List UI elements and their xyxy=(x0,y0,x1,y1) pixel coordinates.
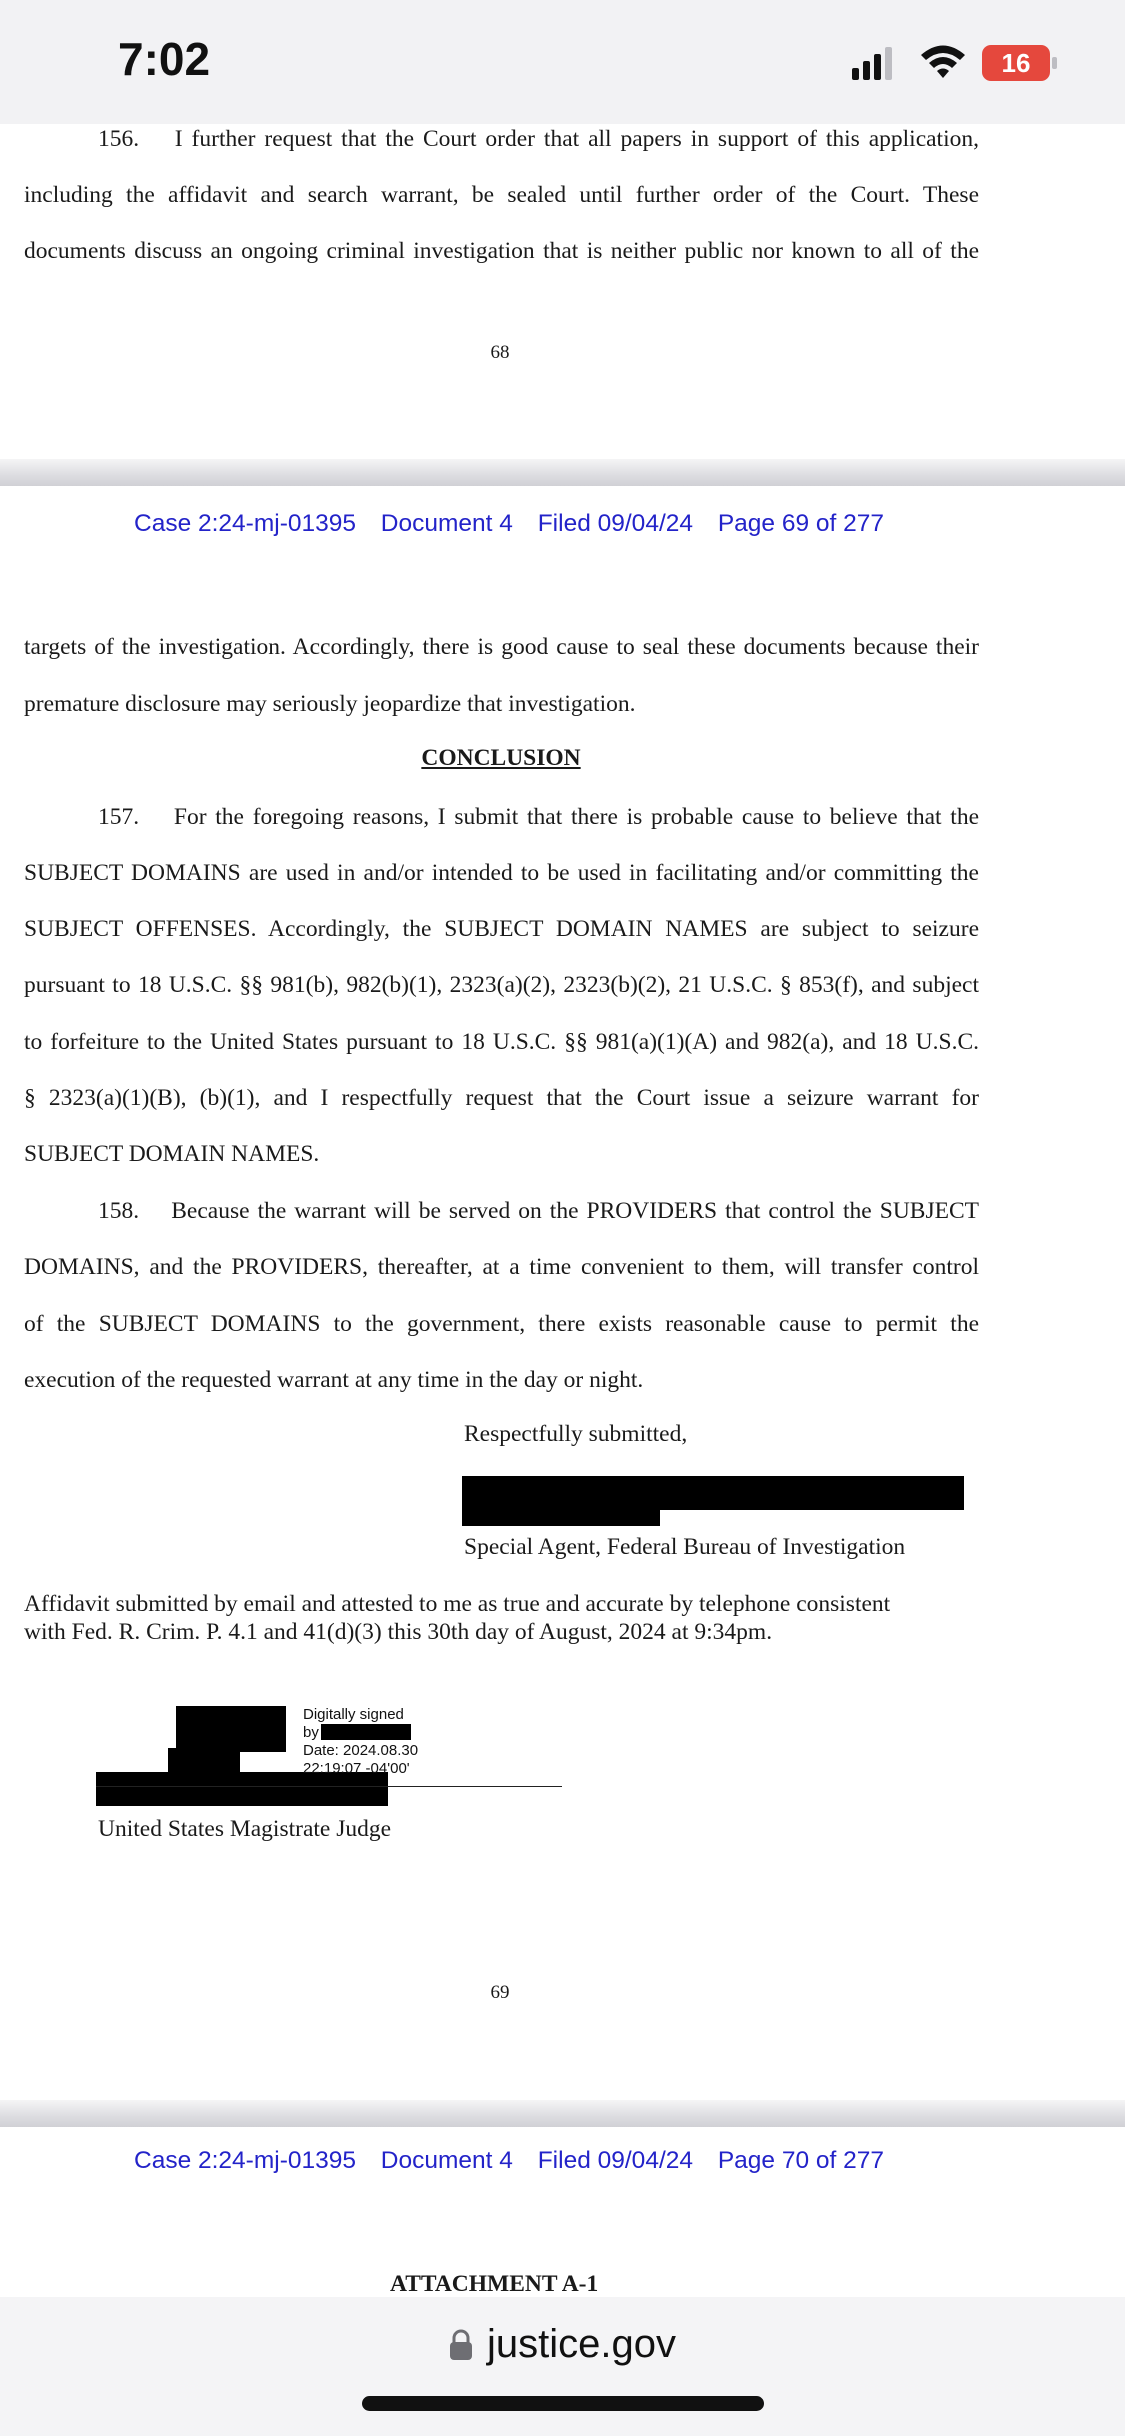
page-separator xyxy=(0,2100,1125,2128)
document-number: Document 4 xyxy=(380,2147,513,2174)
paragraph-157-line: SUBJECT DOMAINS are used in and/or intended to be used in facilitating and/or committing the xyxy=(24,860,979,886)
agent-title: Special Agent, Federal Bureau of Investigation xyxy=(464,1534,906,1560)
paragraph-158-line: of the SUBJECT DOMAINS to the government, there exists reasonable cause to permit the xyxy=(24,1311,979,1337)
paragraph-157-line: 157. For the foregoing reasons, I submit that there is probable cause to believe that the xyxy=(98,804,979,830)
signoff: Respectfully submitted, xyxy=(464,1421,688,1447)
attachment-heading: ATTACHMENT A-1 xyxy=(390,2271,599,2297)
redaction-bar xyxy=(462,1476,964,1510)
paragraph-157-line: SUBJECT OFFENSES. Accordingly, the SUBJECT DOMAIN NAMES are subject to seizure xyxy=(24,916,979,942)
page-count: Page 70 of 277 xyxy=(717,2147,885,2174)
case-header xyxy=(134,510,902,538)
affidavit-line: with Fed. R. Crim. P. 4.1 and 41(d)(3) this 30th day of August, 2024 at 9:34pm. xyxy=(24,1619,773,1645)
paragraph-158-line: execution of the requested warrant at any time in the day or night. xyxy=(24,1367,644,1393)
home-indicator[interactable] xyxy=(362,2396,764,2411)
status-time: 7:02 xyxy=(118,33,211,85)
paragraph-158-line: 158. Because the warrant will be served on the PROVIDERS that control the SUBJECT xyxy=(98,1198,979,1224)
url-text: justice.gov xyxy=(487,2322,676,2366)
paragraph-157-line: § 2323(a)(1)(B), (b)(1), and I respectfully request that the Court issue a seizure warrant for xyxy=(24,1085,979,1111)
paragraph-156-line: including the affidavit and search warrant, be sealed until further order of the Court. These xyxy=(24,182,979,208)
paragraph-157-line: to forfeiture to the United States pursuant to 18 U.S.C. §§ 981(a)(1)(A) and 982(a), and 18 U.S.C. xyxy=(24,1029,979,1055)
page-number: 69 xyxy=(490,1982,510,2003)
address-bar[interactable] xyxy=(0,2322,1125,2367)
affidavit-statement xyxy=(24,1590,890,1646)
paragraph-157-line: SUBJECT DOMAIN NAMES. xyxy=(24,1141,320,1167)
battery-level: 16 xyxy=(1001,48,1031,78)
document-page-68 xyxy=(0,124,1125,459)
redaction-bar xyxy=(321,1724,411,1740)
signature-line xyxy=(96,1786,562,1787)
page-number: 68 xyxy=(490,342,510,363)
status-bar xyxy=(0,0,1125,124)
digital-signature-text: Digitally signed by Date: 2024.08.30 22:19:07 -04'00' xyxy=(303,1706,419,1777)
filed-date: Filed 09/04/24 xyxy=(537,510,693,537)
affidavit-line: Affidavit submitted by email and attested to me as true and accurate by telephone consistent xyxy=(24,1591,891,1617)
judge-title: United States Magistrate Judge xyxy=(98,1816,392,1842)
case-header xyxy=(134,2147,902,2175)
paragraph-157-line: pursuant to 18 U.S.C. §§ 981(b), 982(b)(1), 2323(a)(2), 2323(b)(2), 21 U.S.C. § 853(f), and subject xyxy=(24,972,979,998)
filed-date: Filed 09/04/24 xyxy=(537,2147,693,2174)
page-count: Page 69 of 277 xyxy=(717,510,885,537)
battery-icon xyxy=(982,44,1058,82)
document-page-70 xyxy=(0,2127,1125,2297)
wifi-icon xyxy=(920,44,966,80)
paragraph-line: premature disclosure may seriously jeopardize that investigation. xyxy=(24,691,636,717)
case-number: Case 2:24-mj-01395 xyxy=(134,2147,356,2174)
case-number: Case 2:24-mj-01395 xyxy=(134,510,356,537)
redaction-bar xyxy=(176,1706,286,1752)
redaction-bar xyxy=(462,1506,660,1526)
paragraph-156-line: 156. I further request that the Court order that all papers in support of this application, xyxy=(98,126,979,152)
paragraph-line: targets of the investigation. Accordingly, there is good cause to seal these documents because their xyxy=(24,634,979,660)
cellular-signal-icon xyxy=(852,46,894,80)
document-page-69 xyxy=(0,486,1125,2100)
paragraph-158-line: DOMAINS, and the PROVIDERS, thereafter, at a time convenient to them, will transfer control xyxy=(24,1254,979,1280)
paragraph-156-line: documents discuss an ongoing criminal investigation that is neither public nor known to all of the xyxy=(24,238,979,264)
conclusion-heading: CONCLUSION xyxy=(421,745,581,771)
page-separator xyxy=(0,459,1125,487)
document-number: Document 4 xyxy=(380,510,513,537)
lock-icon xyxy=(449,2329,473,2361)
redaction-bar xyxy=(168,1748,240,1774)
